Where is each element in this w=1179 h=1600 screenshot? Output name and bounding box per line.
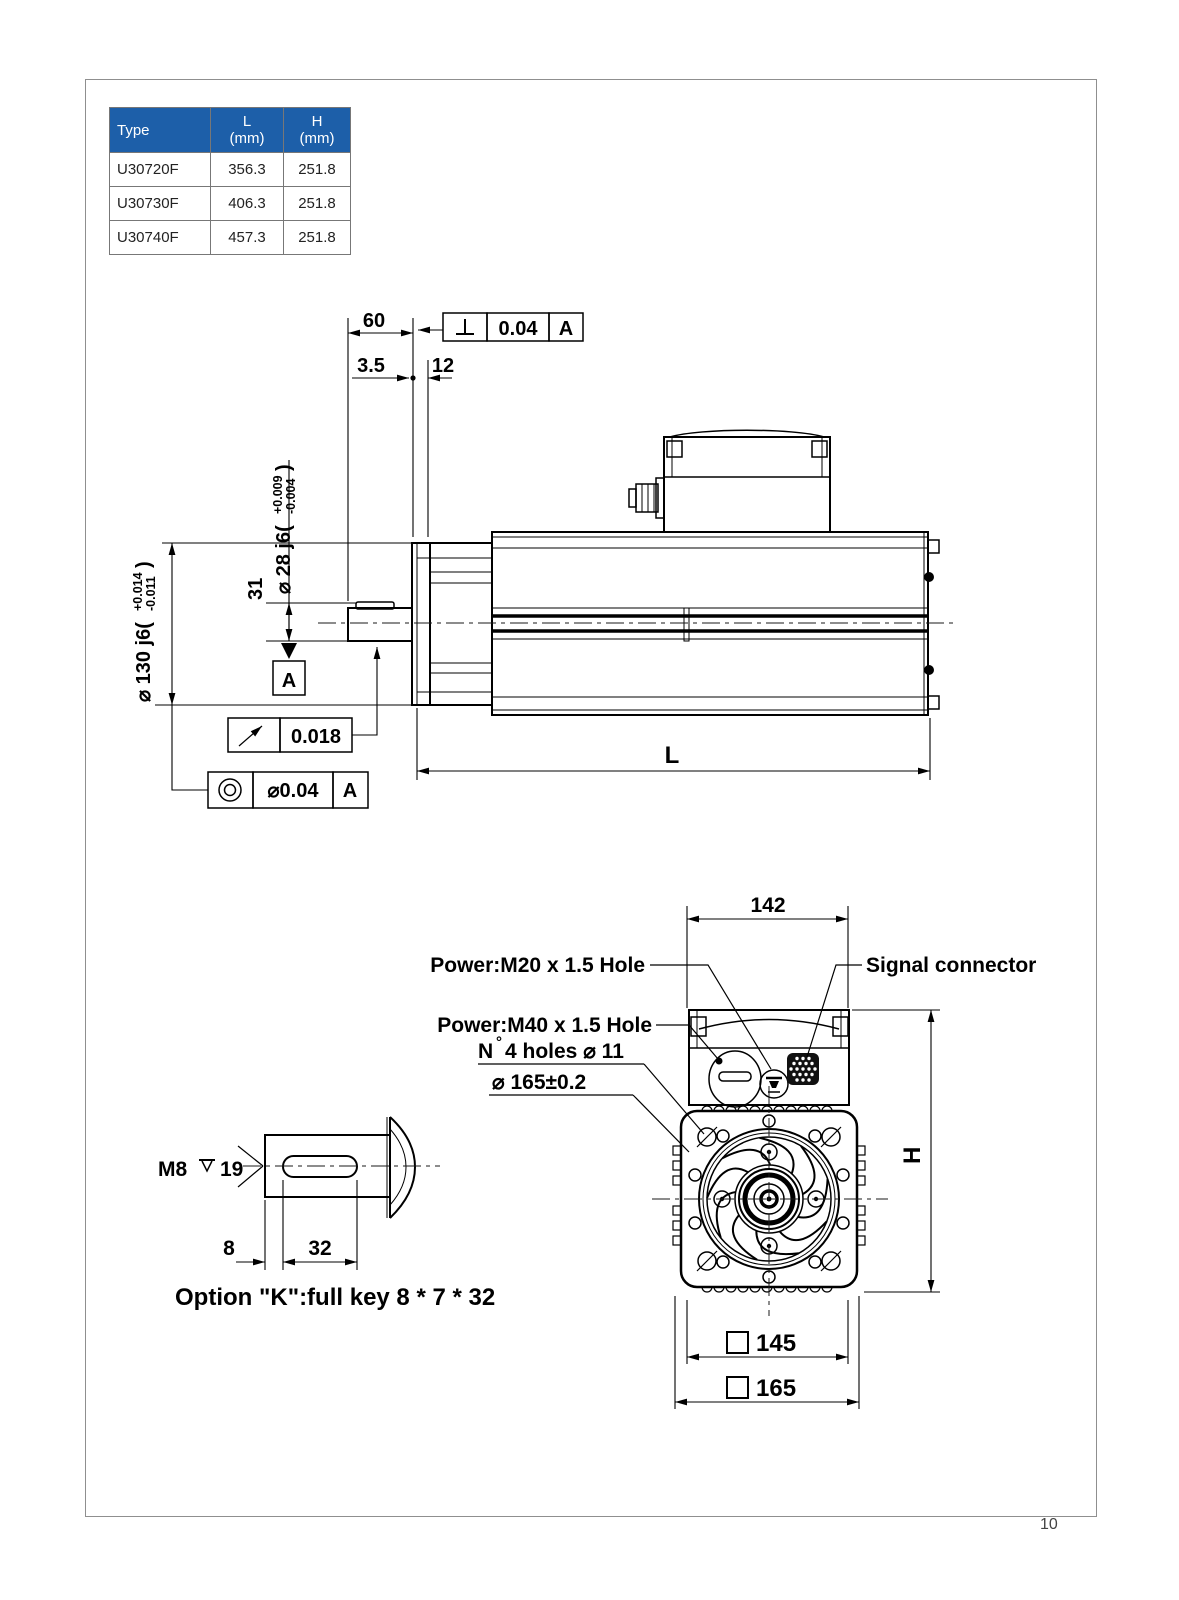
svg-text:145: 145 bbox=[756, 1330, 797, 1357]
svg-text:+0.009: +0.009 bbox=[271, 475, 285, 514]
cell-H: 251.8 bbox=[284, 153, 351, 187]
dim-3_5-12 bbox=[352, 355, 454, 537]
col-type: Type bbox=[110, 108, 211, 153]
svg-text:M8: M8 bbox=[158, 1158, 188, 1181]
option-note: Option "K":full key 8 * 7 * 32 bbox=[175, 1284, 496, 1311]
cable-gland bbox=[629, 478, 664, 518]
svg-text:⌀ 28 j6(: ⌀ 28 j6( bbox=[273, 525, 295, 594]
cell-L: 406.3 bbox=[211, 187, 284, 221]
junction-box-side bbox=[629, 430, 830, 532]
shaft-end-dome bbox=[387, 1117, 415, 1218]
cell-L: 457.3 bbox=[211, 221, 284, 255]
perpendicularity-icon bbox=[456, 319, 474, 334]
signal-connector bbox=[787, 1053, 819, 1085]
square-symbol bbox=[727, 1332, 748, 1353]
dim-145 bbox=[687, 1300, 848, 1364]
rear-tab bbox=[928, 696, 939, 709]
dim-8-32 bbox=[223, 1180, 357, 1270]
svg-text:4 holes ⌀ 11: 4 holes ⌀ 11 bbox=[505, 1040, 624, 1063]
svg-text:Signal connector: Signal connector bbox=[866, 954, 1037, 977]
rear-stud bbox=[924, 665, 934, 675]
svg-text:0.018: 0.018 bbox=[290, 726, 342, 748]
m20-hole bbox=[760, 1070, 788, 1098]
svg-text:0.04: 0.04 bbox=[498, 318, 538, 340]
svg-text:L: L bbox=[664, 742, 680, 769]
svg-text:+0.014: +0.014 bbox=[131, 572, 145, 611]
svg-text:Power:M40 x 1.5 Hole: Power:M40 x 1.5 Hole bbox=[437, 1014, 652, 1037]
rear-stud bbox=[924, 572, 934, 582]
svg-text:60: 60 bbox=[362, 310, 386, 332]
page-number: 10 bbox=[1040, 1516, 1058, 1533]
front-view bbox=[430, 894, 1036, 1409]
cell-type: U30730F bbox=[110, 187, 211, 221]
svg-text:⌀ 130 j6(: ⌀ 130 j6( bbox=[133, 622, 155, 702]
runout-frame bbox=[228, 647, 377, 752]
cell-type: U30720F bbox=[110, 153, 211, 187]
cell-H: 251.8 bbox=[284, 221, 351, 255]
concentricity-icon bbox=[219, 779, 241, 801]
depth-icon bbox=[199, 1160, 215, 1171]
shaft-detail-view bbox=[158, 1117, 495, 1311]
svg-text:): ) bbox=[273, 464, 295, 471]
svg-text:12: 12 bbox=[431, 355, 455, 377]
svg-text:⌀ 165±0.2: ⌀ 165±0.2 bbox=[492, 1071, 587, 1094]
datum-A bbox=[273, 643, 305, 695]
cell-H: 251.8 bbox=[284, 187, 351, 221]
cell-type: U30740F bbox=[110, 221, 211, 255]
dim-L bbox=[417, 708, 930, 780]
runout-icon bbox=[239, 726, 262, 746]
rear-tab bbox=[928, 540, 939, 553]
col-H: H (mm) bbox=[284, 108, 351, 153]
dim-shaft-dia bbox=[245, 460, 356, 695]
svg-text:A: A bbox=[558, 318, 574, 340]
svg-text:8: 8 bbox=[223, 1237, 235, 1260]
front-flange-side bbox=[412, 543, 492, 705]
svg-text:H: H bbox=[899, 1146, 926, 1164]
svg-text:A: A bbox=[281, 670, 297, 692]
svg-text:N: N bbox=[478, 1040, 494, 1063]
svg-text:-0.011: -0.011 bbox=[144, 576, 158, 611]
svg-text:3.5: 3.5 bbox=[357, 355, 385, 377]
svg-text:-0.004: -0.004 bbox=[284, 478, 298, 514]
cell-L: 356.3 bbox=[211, 153, 284, 187]
shaft-side bbox=[348, 602, 412, 641]
concentricity-frame bbox=[172, 705, 368, 808]
svg-text:°: ° bbox=[496, 1034, 502, 1051]
flange-front bbox=[652, 1086, 888, 1316]
svg-text:142: 142 bbox=[750, 894, 786, 917]
dim-60 bbox=[348, 310, 413, 601]
callout-bolt-circle bbox=[489, 1071, 689, 1152]
svg-text:32: 32 bbox=[308, 1237, 332, 1260]
dim-142 bbox=[687, 894, 848, 1008]
svg-text:): ) bbox=[133, 561, 155, 568]
side-view bbox=[131, 310, 958, 808]
square-symbol bbox=[727, 1377, 748, 1398]
svg-text:19: 19 bbox=[220, 1158, 244, 1181]
svg-text:165: 165 bbox=[756, 1375, 797, 1402]
svg-text:A: A bbox=[342, 780, 358, 802]
svg-text:Power:M20 x 1.5 Hole: Power:M20 x 1.5 Hole bbox=[430, 954, 645, 977]
svg-text:⌀0.04: ⌀0.04 bbox=[267, 780, 319, 802]
perpendicularity-frame bbox=[418, 313, 583, 341]
col-L: L (mm) bbox=[211, 108, 284, 153]
svg-text:31: 31 bbox=[245, 577, 267, 600]
